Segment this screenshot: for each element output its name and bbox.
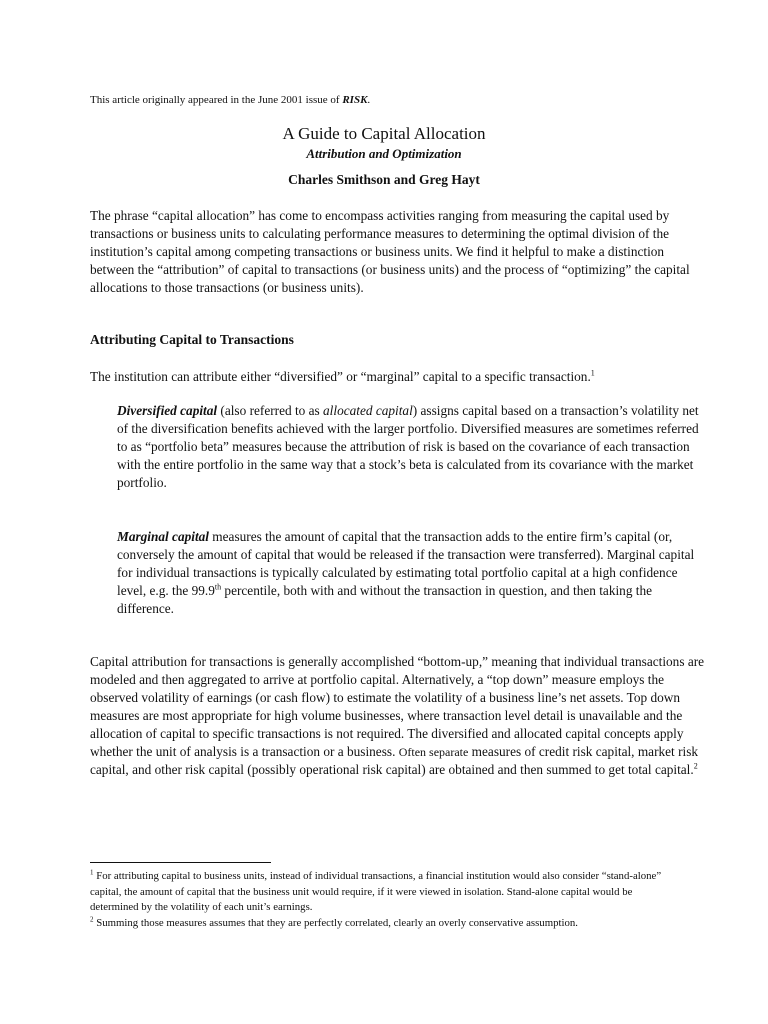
marginal-tail: percentile, both with and without the transaction in question, and then taking the difference. xyxy=(117,583,653,616)
origin-suffix: . xyxy=(367,94,371,106)
bottom-up-text: Capital attribution for transactions is generally accomplished “bottom-up,” meaning that individual transactions are modeled and then aggregated to arrive at portfolio capital. Alternatively, a “top down” measure employs the observed volatility of earnings (or cash flow) to estimate the volatility of a business line’s net assets. Top down measures are most appropriate for high volume businesses, where transaction level detail is unavailable and the allocation of capital to specific transactions is not required. The diversified and allocated capital concepts apply whether the unit of analysis is a transaction or a business. xyxy=(90,654,705,759)
origin-note xyxy=(90,94,370,106)
section-heading: Attributing Capital to Transactions xyxy=(90,332,294,347)
diversified-alt-term: allocated capital xyxy=(323,403,413,418)
document-subtitle: Attribution and Optimization xyxy=(306,146,462,161)
footnote-ref-2[interactable]: 2 xyxy=(693,761,698,771)
footnote-ref-1[interactable]: 1 xyxy=(590,368,595,378)
footnote-2 xyxy=(90,916,680,932)
footnote-divider xyxy=(90,862,271,863)
footnote-1-marker: 1 xyxy=(90,868,94,877)
footnote-1-text: For attributing capital to business units, instead of individual transactions, a financial institution would also consider “stand-alone” capital, the amount of capital that the business unit would require, if it were viewed in isolation. Stand-alone capital would be determined by the volatility of each unit’s earnings. xyxy=(90,870,662,913)
marginal-superscript: th xyxy=(214,582,222,592)
attribution-intro-paragraph xyxy=(90,368,710,386)
diversified-body: ) assigns capital based on a transaction’s volatility net of the diversification benefits achieved with the larger portfolio. Diversified measures are sometimes referred to as “portfolio beta” measures because the attribution of risk is based on the covariance of each transaction with the entire portfolio in the same way that a stock’s beta is calculated from its covariance with the market portfolio. xyxy=(117,403,699,490)
intro-paragraph: The phrase “capital allocation” has come to encompass activities ranging from measuring the capital used by transactions or business units to calculating performance measures to determining the optimal division of the institution’s capital among competing transactions or business units. We find it helpful to make a distinction between the “attribution” of capital to transactions (or business units) and the process of “optimizing” the capital allocations to those transactions (or business units). xyxy=(90,208,690,295)
document-authors: Charles Smithson and Greg Hayt xyxy=(288,172,480,187)
bottom-up-paragraph xyxy=(90,653,710,779)
attribution-intro-text: The institution can attribute either “diversified” or “marginal” capital to a specific transaction. xyxy=(90,369,591,384)
origin-prefix: This article originally appeared in the June 2001 issue of xyxy=(90,94,343,106)
journal-name: RISK xyxy=(342,94,368,106)
diversified-pre-alt: (also referred to as xyxy=(217,403,324,418)
footnote-2-marker: 2 xyxy=(90,915,94,924)
bottom-up-tail: measures of credit risk capital, market risk capital, and other risk capital (possibly operational risk capital) are obtained and then summed to get total capital. xyxy=(90,744,699,777)
marginal-capital-paragraph xyxy=(117,528,707,618)
diversified-term: Diversified capital xyxy=(117,403,218,418)
marginal-body: measures the amount of capital that the transaction adds to the entire firm’s capital (or, conversely the amount of capital that would be released if the transaction were transferred). Marginal capital for individual transactions is typically calculated by estimating total portfolio capital at a high confidence level, e.g. the 99.9 xyxy=(117,529,695,598)
diversified-capital-paragraph xyxy=(117,402,707,492)
bottom-up-small-run: Often separate xyxy=(398,745,469,759)
footnote-1 xyxy=(90,869,680,916)
footnote-2-text: Summing those measures assumes that they are perfectly correlated, clearly an overly conservative assumption. xyxy=(93,917,578,929)
marginal-term: Marginal capital xyxy=(117,529,209,544)
document-title: A Guide to Capital Allocation xyxy=(282,124,486,143)
